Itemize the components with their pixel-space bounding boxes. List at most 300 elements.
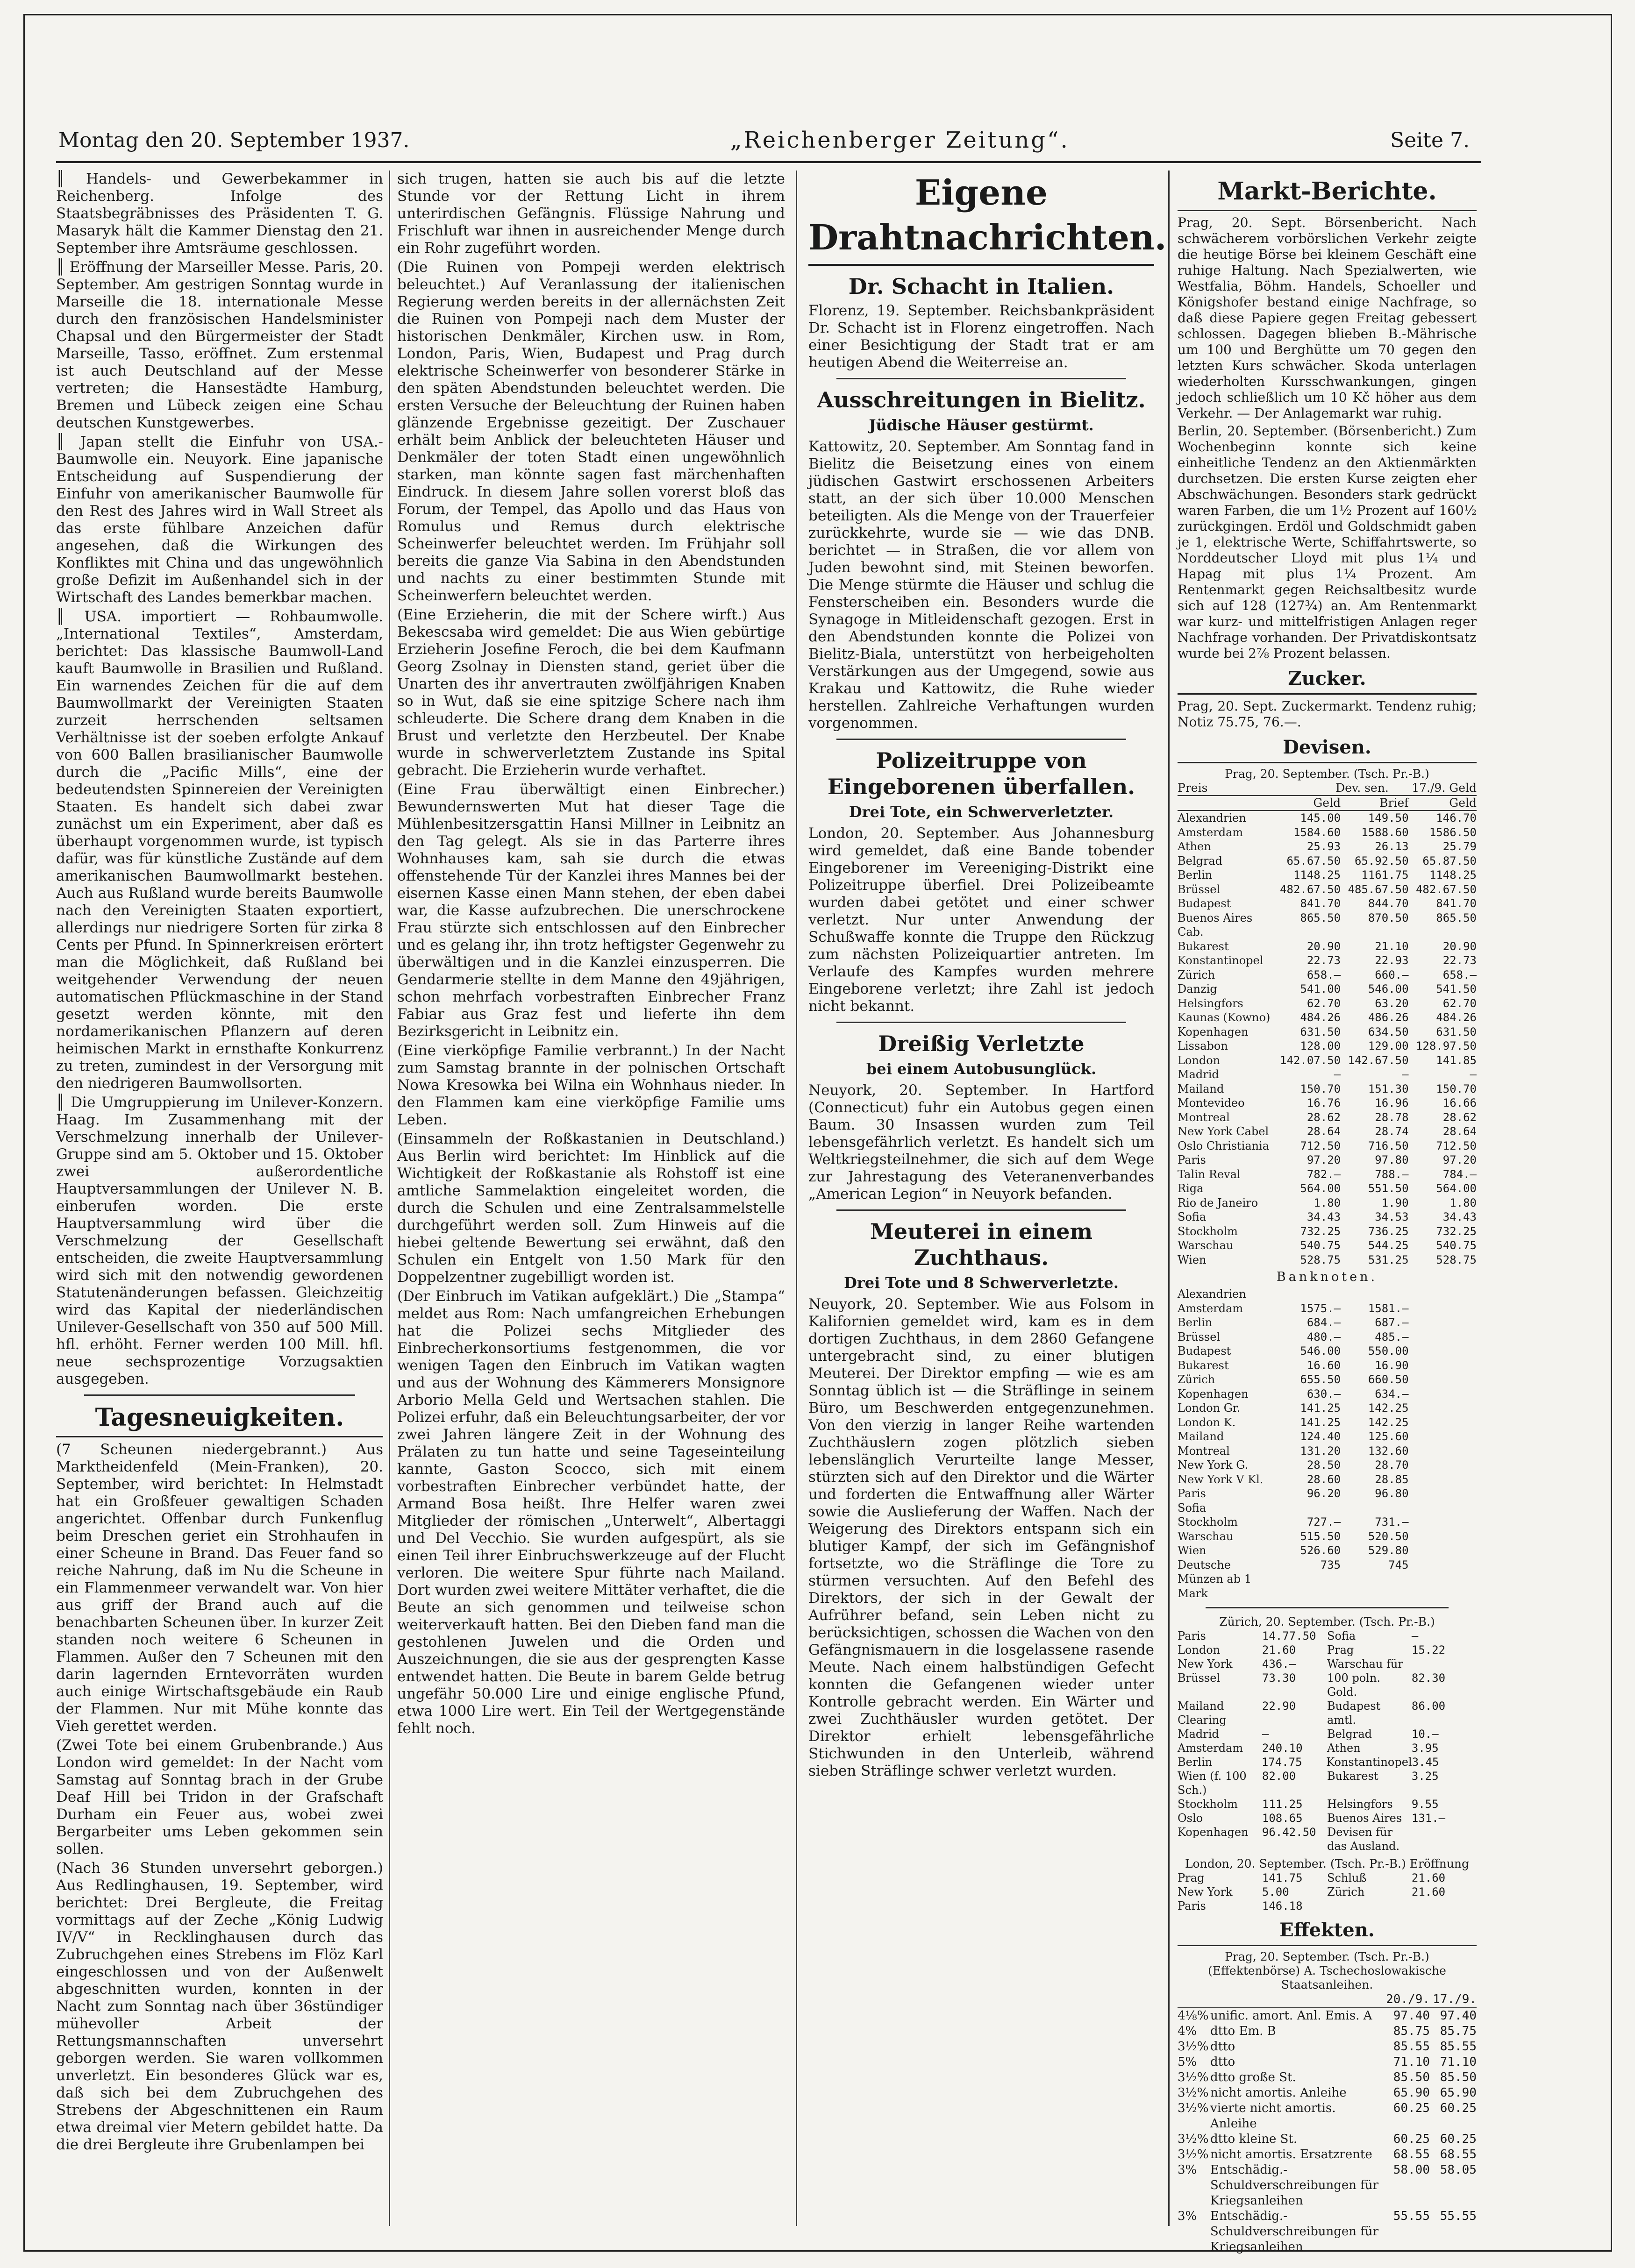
effekten-row-cell: Entschädig.-Schuldverschreibungen für Kriegsanleihen xyxy=(1210,2163,1379,2208)
banknoten-row-cell: Alexandrien xyxy=(1178,1287,1246,1301)
table-divider xyxy=(1206,1607,1449,1608)
banknoten-row-cell xyxy=(1409,1429,1477,1444)
effekten-row-cell: unific. amort. Anl. Emis. A xyxy=(1210,2009,1372,2023)
banknoten-row-cell: 124.40 xyxy=(1300,1430,1341,1443)
devisen-row-cell: 564.00 xyxy=(1300,1182,1341,1195)
effekten-row-cell: 3½% xyxy=(1178,2132,1209,2146)
effekten-row-cell: 68.55 xyxy=(1393,2147,1430,2161)
london-row-cell: New York xyxy=(1178,1885,1233,1898)
banknoten-row xyxy=(1178,1301,1477,1316)
banknoten-row-cell: London Gr. xyxy=(1178,1401,1241,1415)
effekten-row xyxy=(1178,2162,1477,2209)
article-body: Neuyork, 20. September. In Hartford (Connecticut) fuhr ein Autobus gegen einen Baum. 30 Insassen wurden zum Teil lebensgefährlich verletzt. Es handelt sich um Weltkriegsteilnehmer, die sich auf dem Wege zur Jahrestagung des Veteranenverbandes „American Legion“ in Neuyork befanden. xyxy=(808,1082,1154,1202)
devisen-row xyxy=(1178,868,1477,882)
zurich-row-cell xyxy=(1412,1657,1477,1671)
banknoten-row-cell xyxy=(1409,1344,1477,1358)
devisen-row-cell: 141.85 xyxy=(1436,1053,1477,1067)
effekten-row-cell: 3% xyxy=(1178,2163,1197,2177)
effekten-row-cell: 55.55 xyxy=(1393,2209,1430,2223)
banknoten-row-cell: 684.— xyxy=(1307,1316,1341,1329)
devisen-row xyxy=(1178,1167,1477,1182)
banknoten-row-cell: Budapest xyxy=(1178,1344,1231,1358)
column-rule xyxy=(796,171,797,2226)
devisen-row-cell: 1161.75 xyxy=(1361,868,1409,882)
zurich-row-cell: 82.00 xyxy=(1262,1770,1296,1783)
devisen-row-cell: 486.26 xyxy=(1368,1011,1409,1024)
devisen-row xyxy=(1178,1096,1477,1110)
devisen-row-cell: 631.50 xyxy=(1436,1025,1477,1038)
devisen-row-cell: 16.76 xyxy=(1307,1096,1341,1109)
banknoten-row-cell xyxy=(1409,1458,1477,1472)
banknoten-row xyxy=(1178,1515,1477,1529)
column-1 xyxy=(56,171,383,2226)
london-row xyxy=(1178,1899,1477,1913)
zurich-row-cell: Oslo xyxy=(1178,1812,1203,1825)
devisen-row xyxy=(1178,1067,1477,1082)
devisen-row-cell: 782.— xyxy=(1307,1167,1341,1181)
banknoten-row-cell: 125.60 xyxy=(1368,1430,1409,1443)
devisen-row-cell: 541.50 xyxy=(1436,982,1477,995)
devisen-row-cell: 485.67.50 xyxy=(1348,882,1409,896)
devisen-row xyxy=(1178,1210,1477,1224)
devisen-row xyxy=(1178,896,1477,911)
banknoten-row xyxy=(1178,1330,1477,1344)
zurich-row-cell: 131.— xyxy=(1411,1812,1446,1825)
banknoten-row-cell: 529.80 xyxy=(1368,1544,1409,1557)
banknoten-row-cell: Mailand xyxy=(1178,1430,1224,1443)
banknoten-row xyxy=(1178,1486,1477,1501)
devisen-row-cell: Oslo Christiania xyxy=(1178,1139,1270,1152)
column-2 xyxy=(397,171,785,2226)
banknoten-row-cell: 515.50 xyxy=(1300,1529,1341,1543)
banknoten-row-cell: 485.— xyxy=(1375,1330,1409,1344)
devisen-row-cell: 25.79 xyxy=(1442,840,1477,853)
zurich-row-cell: 15.22 xyxy=(1411,1643,1446,1657)
devisen-sub-col: Geld xyxy=(1313,796,1341,810)
article-divider xyxy=(836,1022,1126,1023)
devisen-row-cell: 128.97.50 xyxy=(1415,1039,1477,1052)
devisen-row-cell: — xyxy=(1402,1068,1409,1081)
devisen-row-cell: Warschau xyxy=(1178,1239,1234,1252)
effekten-row-cell: 85.55 xyxy=(1440,2040,1477,2054)
news-paragraph: sich trugen, hatten sie auch bis auf die letzte Stunde vor der Rettung Licht in ihrem unterirdischen Gefängnis. Flüssige Nahrung und Frischluft war ihnen in ausreichender Menge durch ein Rohr zugeführt worden. xyxy=(397,171,785,256)
news-paragraph: (7 Scheunen niedergebrannt.) Aus Marktheidenfeld (Mein-Franken), 20. September, wird berichtet: In Helmstadt hat ein Großfeuer gewaltigen Schaden angerichtet. Offenbar durch Funkenflug beim Dreschen geriet ein Strohhaufen in einer Scheune in Brand. Das Feuer fand so reiche Nahrung, daß im Nu die Scheune in ein Flammenmeer verwandelt war. Von hier aus griff der Brand auch auf die benachbarten Scheunen über. In kurzer Zeit standen noch weitere 6 Scheunen in Flammen. Außer den 7 Scheunen mit den darin lagernden Erntevorräten wurden auch einige Wirtschaftsgebäude ein Raub der Flammen. Nur mit Mühe konnte das Vieh gerettet werden. xyxy=(56,1441,383,1735)
devisen-row-cell: 716.50 xyxy=(1368,1139,1409,1152)
zurich-row-cell: 21.60 xyxy=(1262,1643,1296,1657)
effekten-row-cell: 85.75 xyxy=(1393,2024,1430,2038)
devisen-row-cell: 660.— xyxy=(1375,968,1409,981)
banknoten-row-cell: Stockholm xyxy=(1178,1515,1238,1529)
devisen-row-cell: Berlin xyxy=(1178,868,1213,882)
devisen-row-cell: 658.— xyxy=(1307,968,1341,981)
effekten-row-cell: 3½% xyxy=(1178,2147,1209,2161)
section-title-effekten: Effekten. xyxy=(1178,1919,1477,1946)
banknoten-row-cell: Kopenhagen xyxy=(1178,1387,1249,1401)
notice-paragraph: ║ Die Umgruppierung im Unilever-Konzern. Haag. Im Zusammenhang mit der Verschmelzung innerhalb der Unilever-Gruppe sind am 5. Oktober und 15. Oktober zwei außerordentliche Hauptversammlungen der Unilever N. B. einberufen worden. Die erste Hauptversammlung wird über die Verschmelzung der Gesellschaft entscheiden, die zweite Hauptversammlung wird sich mit den notwendig gewordenen Statutenänderungen befassen. Gleichzeitig wird das Kapital der niederländischen Unilever-Gesellschaft von 350 auf 500 Mill. hfl. erhöht. Ferner werden 100 Mill. hfl. neue sechsprozentige Vorzugsaktien ausgegeben. xyxy=(56,1094,383,1387)
effekten-caption: Prag, 20. September. (Tsch. Pr.-B.) (Effektenbörse) A. Tschechoslowakische Staatsanleihen. xyxy=(1208,1950,1446,1991)
banknoten-row-cell xyxy=(1409,1515,1477,1529)
zurich-row xyxy=(1178,1741,1477,1755)
effekten-row-cell: 3½% xyxy=(1178,2101,1209,2115)
news-paragraph: (Zwei Tote bei einem Grubenbrande.) Aus London wird gemeldet: In der Nacht vom Samstag auf Sonntag brach in der Grube Deaf Hill bei Tridon in der Grafschaft Durham ein Feuer aus, wobei zwei Bergarbeiter ums Leben gekommen sein sollen. xyxy=(56,1737,383,1857)
banknoten-row-cell: 550.00 xyxy=(1368,1344,1409,1358)
effekten-row xyxy=(1178,2132,1477,2147)
banknoten-row-cell xyxy=(1409,1358,1477,1373)
devisen-row-cell: 22.73 xyxy=(1307,954,1341,967)
devisen-row-cell: 150.70 xyxy=(1436,1082,1477,1095)
banknoten-row-cell: 28.70 xyxy=(1375,1458,1409,1472)
devisen-row xyxy=(1178,854,1477,868)
devisen-row-cell: 129.00 xyxy=(1368,1039,1409,1052)
banknoten-row-cell: 660.50 xyxy=(1368,1373,1409,1386)
devisen-row-cell: 20.90 xyxy=(1442,939,1477,953)
devisen-row xyxy=(1178,1153,1477,1167)
zurich-row-cell: 73.30 xyxy=(1262,1671,1296,1685)
london-caption: London, 20. September. (Tsch. Pr.-B.) Eröffnung xyxy=(1185,1857,1470,1870)
devisen-header xyxy=(1178,781,1477,796)
london-row-cell: Schluß xyxy=(1327,1871,1367,1884)
banknoten-label: Banknoten. xyxy=(1276,1270,1378,1284)
devisen-row-cell: 528.75 xyxy=(1300,1253,1341,1266)
market-paragraph: Prag, 20. Sept. Börsenbericht. Nach schwächerem vorbörslichen Verkehr zeigte die heutige Börse bei kleinem Geschäft eine ruhige Haltung. Nach Spezialwerten, wie Westfalia, Böhm. Handels, Schoeller und Königshofer bestand einige Nachfrage, so daß diese Papiere gegen Freitag gebessert schlossen. Dagegen blieben B.-Mährische um 100 und Berghütte um 70 gegen den letzten Kurs schwächer. Skoda unterlagen wiederholten Kursschwankungen, gingen jedoch schließlich um 10 Kč höher aus dem Verkehr. — Der Anlagemarkt war ruhig. xyxy=(1178,215,1477,421)
devisen-row-cell: Madrid xyxy=(1178,1068,1219,1081)
effekten-row-cell: 68.55 xyxy=(1440,2147,1477,2161)
devisen-row-cell: 1.80 xyxy=(1314,1196,1341,1209)
devisen-row-cell: 540.75 xyxy=(1436,1239,1477,1252)
devisen-row-cell: 145.00 xyxy=(1300,811,1341,825)
zurich-row-cell: 108.65 xyxy=(1262,1812,1303,1825)
effekten-row-cell: 71.10 xyxy=(1440,2055,1477,2069)
zurich-row-cell: New York xyxy=(1178,1657,1233,1671)
banknoten-row xyxy=(1178,1472,1477,1487)
article-body: Neuyork, 20. September. Wie aus Folsom in Kalifornien gemeldet wird, kam es in dem dortigen Zuchthaus, in dem 2860 Gefangene untergebracht sind, zu einer blutigen Meuterei. Der Direktor empfing — wie es am Sonntag üblich ist — die Sträflinge in seinem Büro, um Beschwerden entgegenzunehmen. Von den vierzig in langer Reihe wartenden Zuchthäuslern zogen plötzlich sieben lebenslänglich Verurteilte lange Messer, stürzten sich auf den Direktor und die Wärter und forderten die Entwaffnung aller Wärter sowie die Auslieferung der Waffen. Nach der Weigerung des Direktors entspann sich ein blutiger Kampf, der sich im Gefängnishof fortsetzte, wo die Sträflinge die Tore zu stürmen versuchten. Auf den Befehl des Direktors, der sich in der Gewalt der Aufrührer befand, sein Leben nicht zu berücksichtigen, schossen die Wachen von den Gefängnismauern in die losgelassene rasende Meute. Nach einem halbstündigen Gefecht konnten die Gefangenen wieder unter Kontrolle gebracht werden. Ein Wärter und zwei Zuchthäusler wurden getötet. Der Direktor erhielt lebensgefährliche Stichwunden in den Unterleib, während sieben Sträflinge schwer verletzt wurden. xyxy=(808,1296,1154,1779)
news-paragraph: (Die Ruinen von Pompeji werden elektrisch beleuchtet.) Auf Veranlassung der italienischen Regierung werden bereits in der allernächsten Zeit die Ruinen von Pompeji nach dem Muster der historischen Denkmäler, Kirchen usw. in Rom, London, Paris, Wien, Budapest und Prag durch elektrische Scheinwerfer von besonderer Stärke in den späten Abendstunden beleuchtet werden. Die ersten Versuche der Beleuchtung der Ruinen haben glänzende Ergebnisse gezeitigt. Der Zuschauer erhält beim Anblick der beleuchteten Häuser und Denkmäler der toten Stadt einen ungewöhnlich starken, man könnte sagen fast märchenhaften Eindruck. In diesem Jahre sollen vorerst bloß das Forum, der Tempel, das Apollo und das Haus von Romulus und Remus durch elektrische Scheinwerfer beleuchtet werden. Im Frühjahr soll bereits die ganze Via Sabina in den Abendstunden und nachts zu einer bestimmten Stunde mit Scheinwerfern beleuchtet werden. xyxy=(397,259,785,604)
devisen-row-cell: 865.50 xyxy=(1300,911,1341,924)
zurich-row xyxy=(1178,1657,1477,1671)
zurich-row xyxy=(1178,1811,1477,1825)
effekten-row-cell: 85.50 xyxy=(1440,2070,1477,2084)
zurich-row xyxy=(1178,1769,1477,1797)
devisen-row-cell: 484.26 xyxy=(1300,1011,1341,1024)
devisen-row xyxy=(1178,939,1477,954)
banknoten-row-cell: 132.60 xyxy=(1368,1444,1409,1457)
devisen-row-cell: Talin Reval xyxy=(1178,1167,1241,1181)
column-rule xyxy=(1168,171,1170,2226)
banknoten-row-cell: 655.50 xyxy=(1300,1373,1341,1386)
zurich-row-cell: Sofia xyxy=(1327,1629,1356,1642)
effekten-row xyxy=(1178,2008,1477,2024)
notice-paragraph: ║ Japan stellt die Einfuhr von USA.-Baumwolle ein. Neuyork. Eine japanische Entscheidung auf Suspendierung der Einfuhr von amerikanischer Baumwolle für den Rest des Jahres wird in Wall Street als das erste fühlbare Anzeichen dafür angesehen, daß die Wirkungen des Konfliktes mit China und das ungewöhnlich große Defizit im Außenhandel sich in der Wirtschaft des Landes bemerkbar machen. xyxy=(56,434,383,606)
zurich-row-cell: 3.95 xyxy=(1411,1742,1439,1755)
zurich-row-cell: 10.— xyxy=(1411,1728,1439,1741)
banknoten-row-cell: 141.25 xyxy=(1300,1401,1341,1415)
zurich-row-cell: 3.45 xyxy=(1412,1756,1439,1769)
devisen-row-cell: 25.93 xyxy=(1307,840,1341,853)
zurich-table xyxy=(1178,1629,1477,1853)
effekten-row-cell: 5% xyxy=(1178,2055,1197,2069)
banknoten-row xyxy=(1178,1315,1477,1330)
devisen-row-cell: 128.00 xyxy=(1300,1039,1341,1052)
banknoten-row-cell: Berlin xyxy=(1178,1316,1213,1329)
effekten-row xyxy=(1178,2209,1477,2255)
effekten-row-cell: 97.40 xyxy=(1393,2009,1430,2023)
devisen-row-cell: Mailand xyxy=(1178,1082,1224,1095)
devisen-row-cell: Kaunas (Kowno) xyxy=(1178,1011,1271,1024)
banknoten-row-cell: 96.80 xyxy=(1375,1487,1409,1500)
devisen-row-cell: 28.78 xyxy=(1375,1110,1409,1124)
devisen-col-header: Dev. sen. xyxy=(1335,781,1389,795)
devisen-row-cell: 97.20 xyxy=(1442,1153,1477,1166)
banknoten-row xyxy=(1178,1372,1477,1387)
devisen-row-cell: Lissabon xyxy=(1178,1039,1228,1052)
banknoten-row xyxy=(1178,1358,1477,1373)
banknoten-row xyxy=(1178,1415,1477,1430)
devisen-row xyxy=(1178,839,1477,854)
devisen-row xyxy=(1178,996,1477,1011)
banknoten-row-cell xyxy=(1409,1501,1477,1515)
devisen-row-cell: 541.00 xyxy=(1300,982,1341,995)
devisen-sub-col xyxy=(1178,796,1273,810)
zurich-row-cell: Belgrad xyxy=(1327,1728,1372,1741)
banknoten-row-cell: Sofia xyxy=(1178,1501,1207,1514)
effekten-row xyxy=(1178,2024,1477,2039)
devisen-row-cell: 28.64 xyxy=(1307,1125,1341,1138)
article-subtitle: Drei Tote und 8 Schwerverletzte. xyxy=(844,1274,1119,1292)
devisen-row xyxy=(1178,968,1477,982)
news-paragraph: (Eine Frau überwältigt einen Einbrecher.) Bewundernswerten Mut hat dieser Tage die Mühlenbesitzersgattin Hansi Millner in Leibnitz an den Tag gelegt. Als sie in das Parterre ihres Wohnhauses kam, sah sie durch die etwas offenstehende Tür der Kanzlei ihres Mannes bei der eisernen Kasse einen Mann stehen, der eben dabei war, die Kasse aufzubrechen. Die unerschrockene Frau stürzte sich entschlossen auf den Einbrecher und es gelang ihr, ihn trotz heftigster Gegenwehr zu überwältigen und in die Kanzlei einzusperren. Die Gendarmerie stellte in dem Manne den 49jährigen, schon mehrfach vorbestraften Einbrecher Franz Fabiar aus Graz fest und lieferte ihn dem Bezirksgericht in Leibnitz ein. xyxy=(397,781,785,1040)
devisen-row-cell: 16.96 xyxy=(1375,1096,1409,1109)
zurich-row xyxy=(1178,1671,1477,1699)
header-rule xyxy=(56,161,1481,163)
zurich-caption: Zürich, 20. September. (Tsch. Pr.-B.) xyxy=(1219,1615,1435,1628)
devisen-row-cell: Rio de Janeiro xyxy=(1178,1196,1258,1209)
banknoten-row-cell xyxy=(1273,1501,1341,1515)
devisen-row-cell: Paris xyxy=(1178,1153,1206,1166)
devisen-row-cell: 634.50 xyxy=(1368,1025,1409,1038)
banknoten-row-cell: 96.20 xyxy=(1307,1487,1341,1500)
zurich-row-cell: Budapest amtl. xyxy=(1327,1699,1381,1727)
banknoten-row-cell xyxy=(1409,1558,1477,1601)
banknoten-row-cell: 731.— xyxy=(1375,1515,1409,1529)
devisen-row xyxy=(1178,1238,1477,1253)
zurich-row-cell: Buenos Aires xyxy=(1327,1812,1402,1825)
banknoten-row-cell: Zürich xyxy=(1178,1373,1215,1386)
london-row-cell: 146.18 xyxy=(1262,1899,1303,1913)
devisen-row-cell: 65.67.50 xyxy=(1286,854,1341,867)
effekten-row-cell: 85.50 xyxy=(1393,2070,1430,2084)
london-row-cell: 5.00 xyxy=(1262,1885,1289,1898)
zurich-row-cell: 3.25 xyxy=(1411,1770,1439,1783)
header-date: Montag den 20. September 1937. xyxy=(58,128,410,152)
devisen-row xyxy=(1178,982,1477,996)
effekten-row xyxy=(1178,2147,1477,2162)
effekten-row xyxy=(1178,2085,1477,2101)
devisen-row-cell: 65.87.50 xyxy=(1422,854,1477,867)
devisen-row-cell: Montreal xyxy=(1178,1110,1230,1124)
devisen-row-cell: 844.70 xyxy=(1368,897,1409,910)
devisen-row-cell: 151.30 xyxy=(1368,1082,1409,1095)
devisen-row-cell: 22.93 xyxy=(1375,954,1409,967)
devisen-row-cell: 28.64 xyxy=(1442,1125,1477,1138)
zurich-row-cell: Amsterdam xyxy=(1178,1742,1243,1755)
effekten-row-cell: 71.10 xyxy=(1393,2055,1430,2069)
devisen-row-cell: 841.70 xyxy=(1436,897,1477,910)
devisen-row-cell: 62.70 xyxy=(1442,996,1477,1010)
devisen-row-cell: 149.50 xyxy=(1368,811,1409,825)
banknoten-row-cell xyxy=(1409,1444,1477,1458)
zurich-row-cell: 82.30 xyxy=(1411,1671,1446,1685)
zurich-row-cell xyxy=(1412,1825,1477,1853)
banknoten-row-cell: 28.50 xyxy=(1307,1458,1341,1472)
banknoten-row xyxy=(1178,1458,1477,1472)
devisen-row-cell: Budapest xyxy=(1178,897,1231,910)
devisen-row-cell: 65.92.50 xyxy=(1354,854,1409,867)
devisen-row xyxy=(1178,1010,1477,1025)
zurich-row-cell: 111.25 xyxy=(1262,1798,1303,1811)
banknoten-row-cell: 16.90 xyxy=(1375,1358,1409,1372)
section-title-zucker: Zucker. xyxy=(1178,667,1477,695)
article-body: London, 20. September. Aus Johannesburg wird gemeldet, daß eine Bande tobender Eingeborener im Vereeniging-Distrikt eine Polizeitruppe überfiel. Drei Polizeibeamte wurden dabei getötet und einer schwer verletzt. Nur unter Anwendung der Schußwaffe konnte die Truppe den Rückzug zum nächsten Polizeiquartier antreten. Im Verlaufe des Kampfes wurden mehrere Eingeborene verletzt; ihre Zahl ist jedoch nicht bekannt. xyxy=(808,825,1154,1015)
news-paragraph: (Einsammeln der Roßkastanien in Deutschland.) Aus Berlin wird berichtet: Im Hinblick auf die Wichtigkeit der Roßkastanie als Rohstoff ist eine amtliche Sammelaktion eingeleitet worden, die durch die Schulen und eine Zentralsammelstelle durchgeführt werden soll. Zum Hinweis auf die hiebei geltende Bewertung sei erwähnt, daß den Schulen ein Entgelt von 1.50 Mark für den Doppelzentner zugebilligt worden ist. xyxy=(397,1130,785,1286)
devisen-row xyxy=(1178,825,1477,840)
zurich-row-cell: Berlin xyxy=(1178,1756,1213,1769)
article-subtitle: Jüdische Häuser gestürmt. xyxy=(869,416,1094,434)
effekten-row-cell: dtto kleine St. xyxy=(1210,2132,1298,2146)
devisen-row-cell: 146.70 xyxy=(1436,811,1477,825)
banknoten-row-cell: 727.— xyxy=(1307,1515,1341,1529)
zurich-row-cell: 240.10 xyxy=(1262,1742,1303,1755)
banknoten-row xyxy=(1178,1344,1477,1358)
zurich-row-cell: Warschau für xyxy=(1327,1657,1403,1671)
banknoten-row-cell: Montreal xyxy=(1178,1444,1230,1457)
zurich-row-cell: Mailand Clearing xyxy=(1178,1699,1227,1727)
effekten-row-cell: Entschädig.-Schuldverschreibungen für Kriegsanleihen xyxy=(1210,2209,1379,2254)
effekten-row-cell: 4⅛% xyxy=(1178,2009,1209,2023)
devisen-row-cell: 97.20 xyxy=(1307,1153,1341,1166)
devisen-row-cell: 1584.60 xyxy=(1293,825,1341,839)
devisen-row xyxy=(1178,1110,1477,1125)
devisen-row-cell: 142.07.50 xyxy=(1280,1053,1341,1067)
devisen-row-cell: 1.80 xyxy=(1449,1196,1477,1209)
section-title-tagesneuigkeiten: Tagesneuigkeiten. xyxy=(56,1402,383,1437)
devisen-row-cell: Zürich xyxy=(1178,968,1215,981)
banknoten-row-cell: 687.— xyxy=(1375,1316,1409,1329)
effekten-row-cell: 65.90 xyxy=(1440,2086,1477,2100)
zurich-row xyxy=(1178,1699,1477,1727)
zurich-row-cell: 96.42.50 xyxy=(1262,1826,1316,1839)
news-paragraph: (Der Einbruch im Vatikan aufgeklärt.) Die „Stampa“ meldet aus Rom: Nach umfangreichen Erhebungen hat die Polizei sechs Mitglieder des Einbrecherkonsortiums festgenommen, die vor wenigen Tagen den Einbruch im Vatikan wagten und aus der Wohnung des Kämmerers Monsignore Arborio Mella Geld und Wertsachen stahlen. Die Polizei erfuhr, daß ein Beleuchtungsarbeiter, der vor zwei Jahren längere Zeit in der Wohnung des Prälaten zu tun hatte und seine Tageseinteilung kannte, Gaston Scocco, sich mit einem vorbestraften Einbrecher verbündet hatte, der Armand Bosa heißt. Ihre Helfer waren zwei Mitglieder der römischen „Unterwelt“, Albertaggi und Del Vecchio. Sie wurden aufgespürt, als sie einen Teil ihrer Einbruchswerkzeuge auf der Flucht verloren. Die weitere Spur führte nach Mailand. Dort wurden zwei weitere Mittäter verhaftet, die die Beute an sich genommen und teilweise schon weiterverkauft hatten. Bei den Dieben fand man die gestohlenen Juwelen und die Orden und Auszeichnungen, die sie aus der gesprengten Kasse entwendet hatten. Die Beute in barem Gelde betrug ungefähr 50.000 Lire und einige englische Pfund, etwa 1000 Lire wert. Ein Teil der Wertgegenstände fehlt noch. xyxy=(397,1288,785,1737)
devisen-row-cell: 34.43 xyxy=(1442,1210,1477,1223)
devisen-row-cell: 28.74 xyxy=(1375,1125,1409,1138)
banknoten-row-cell: Deutsche Münzen ab 1 Mark xyxy=(1178,1558,1251,1600)
section-title-devisen: Devisen. xyxy=(1178,736,1477,763)
column-4 xyxy=(1178,171,1477,2254)
banknoten-row-cell xyxy=(1409,1372,1477,1387)
devisen-col-header: Preis xyxy=(1178,781,1208,795)
article-title: Ausschreitungen in Bielitz. xyxy=(817,387,1146,412)
devisen-row-cell: 484.26 xyxy=(1436,1011,1477,1024)
article-divider xyxy=(836,378,1126,379)
zurich-row-cell: 22.90 xyxy=(1262,1699,1296,1713)
devisen-row xyxy=(1178,1124,1477,1139)
london-row-cell xyxy=(1412,1899,1477,1913)
devisen-row-cell: 544.25 xyxy=(1368,1239,1409,1252)
banknoten-row-cell: 142.25 xyxy=(1368,1415,1409,1429)
banknoten-row-cell xyxy=(1409,1301,1477,1316)
devisen-row xyxy=(1178,1039,1477,1053)
news-paragraph: (Eine Erzieherin, die mit der Schere wirft.) Aus Bekescsaba wird gemeldet: Die aus Wien gebürtige Erzieherin Josefine Feroch, die bei dem Kaufmann Georg Zsolnay in Diensten stand, geriet über die Unarten des ihr anvertrauten zwölfjährigen Knaben so in Wut, daß sie eine spitzige Schere nach ihm schleuderte. Die Schere drang dem Knaben in die Brust und verletzte den Herzbeutel. Der Knabe wurde in schwerverletztem Zustande ins Spital gebracht. Die Erzieherin wurde verhaftet. xyxy=(397,606,785,779)
devisen-sub-col: Geld xyxy=(1449,796,1477,810)
effekten-col-header: 20./9. xyxy=(1386,1992,1430,2006)
devisen-row-cell: 712.50 xyxy=(1300,1139,1341,1152)
devisen-row-cell: 870.50 xyxy=(1368,911,1409,924)
devisen-row-cell: 482.67.50 xyxy=(1415,882,1477,896)
devisen-row-cell: 28.62 xyxy=(1442,1110,1477,1124)
effekten-row-cell: 58.00 xyxy=(1393,2163,1430,2177)
notice-paragraph: ║ USA. importiert — Rohbaumwolle. „International Textiles“, Amsterdam, berichtet: Das klassische Baumwoll-Land kauft Baumwolle in Brasilien und Rußland. Ein warnendes Zeichen für die auf dem Baumwollmarkt der Vereinigten Staaten zurzeit herrschenden seltsamen Verhältnisse ist der soeben erfolgte Ankauf von 600 Ballen brasilianischer Baumwolle durch die „Pacific Mills“, eine der bedeutendsten Spinnereien der Vereinigten Staaten. Es handelt sich dabei zwar zunächst um ein Experiment, aber daß es überhaupt vorgenommen wurde, ist typisch dafür, was für künstliche Zustände auf dem amerikanischen Baumwollmarkt bestehen. Auch aus Rußland wurde bereits Baumwolle nach den Vereinigten Staaten exportiert, allerdings nur niedrigere Sorten für zirka 8 Cents per Pfund. In Spinnerkreisen erörtert man die Möglichkeit, daß Rußland bei weitgehender Verwendung der neuen automatischen Pflückmaschine in der Stand gesetzt werden könnte, mit den nordamerikanischen Pflanzern auf deren heimischen Markt in ernsthafte Konkurrenz zu treten, zumindest in der Versorgung mit den niedrigeren Baumwollsorten. xyxy=(56,608,383,1092)
devisen-row-cell: 736.25 xyxy=(1368,1224,1409,1238)
banknoten-row-cell xyxy=(1341,1501,1408,1515)
devisen-row-cell: Amsterdam xyxy=(1178,825,1243,839)
banknoten-row xyxy=(1178,1444,1477,1458)
devisen-row-cell: 546.00 xyxy=(1368,982,1409,995)
banknoten-row-cell: 141.25 xyxy=(1300,1415,1341,1429)
zurich-row-cell: Helsingfors xyxy=(1327,1798,1393,1811)
effekten-row-cell: 85.75 xyxy=(1440,2024,1477,2038)
devisen-row-cell: Danzig xyxy=(1178,982,1217,995)
article-divider xyxy=(836,739,1126,740)
banknoten-row-cell: 131.20 xyxy=(1300,1444,1341,1457)
banknoten-row-cell: 142.25 xyxy=(1368,1401,1409,1415)
zurich-row-cell: 14.77.50 xyxy=(1262,1629,1316,1642)
news-paragraph: (Eine vierköpfige Familie verbrannt.) In der Nacht zum Samstag brannte in der polnischen Ortschaft Nowa Kresowka bei Wilna ein Wohnhaus nieder. In den Flammen kam eine vierköpfige Familie ums Leben. xyxy=(397,1042,785,1128)
london-row-cell: Prag xyxy=(1178,1871,1205,1884)
devisen-row xyxy=(1178,1253,1477,1267)
devisen-row xyxy=(1178,1053,1477,1068)
banknoten-row-cell xyxy=(1409,1529,1477,1544)
effekten-row-cell: dtto große St. xyxy=(1210,2070,1296,2084)
zucker-paragraph: Prag, 20. Sept. Zuckermarkt. Tendenz ruhig; Notiz 75.75, 76.—. xyxy=(1178,698,1477,730)
zurich-row-cell: 174.75 xyxy=(1261,1756,1302,1769)
devisen-row-cell: 551.50 xyxy=(1368,1182,1409,1195)
devisen-row-cell: 631.50 xyxy=(1300,1025,1341,1038)
banknoten-row-cell xyxy=(1409,1387,1477,1401)
banknoten-row xyxy=(1178,1558,1477,1601)
column-3 xyxy=(808,171,1167,2226)
effekten-row-cell: 4% xyxy=(1178,2024,1197,2038)
zurich-row-cell: Athen xyxy=(1327,1742,1361,1755)
london-table xyxy=(1178,1871,1477,1913)
article-subtitle: bei einem Autobusunglück. xyxy=(866,1060,1097,1078)
banknoten-row-cell: 735 xyxy=(1320,1558,1341,1571)
zurich-row xyxy=(1178,1755,1477,1769)
devisen-row-cell: 20.90 xyxy=(1307,939,1341,953)
devisen-row-cell: 712.50 xyxy=(1436,1139,1477,1152)
devisen-caption: Prag, 20. September. (Tsch. Pr.-B.) xyxy=(1225,767,1429,781)
zurich-row-cell: Prag xyxy=(1327,1643,1354,1657)
banknoten-row-cell xyxy=(1409,1472,1477,1487)
effekten-row xyxy=(1178,2039,1477,2055)
zurich-row-cell: 436.— xyxy=(1262,1657,1296,1671)
banknoten-row-cell: 630.— xyxy=(1307,1387,1341,1401)
article-title: Dreißig Verletzte xyxy=(878,1031,1085,1056)
banknoten-row-cell xyxy=(1409,1415,1477,1430)
devisen-row-cell: — xyxy=(1470,1068,1477,1081)
zurich-row-cell: 9.55 xyxy=(1411,1798,1439,1811)
banknoten-row-cell xyxy=(1273,1287,1341,1301)
devisen-row-cell: New York Cabel xyxy=(1178,1125,1269,1138)
devisen-row xyxy=(1178,811,1477,825)
